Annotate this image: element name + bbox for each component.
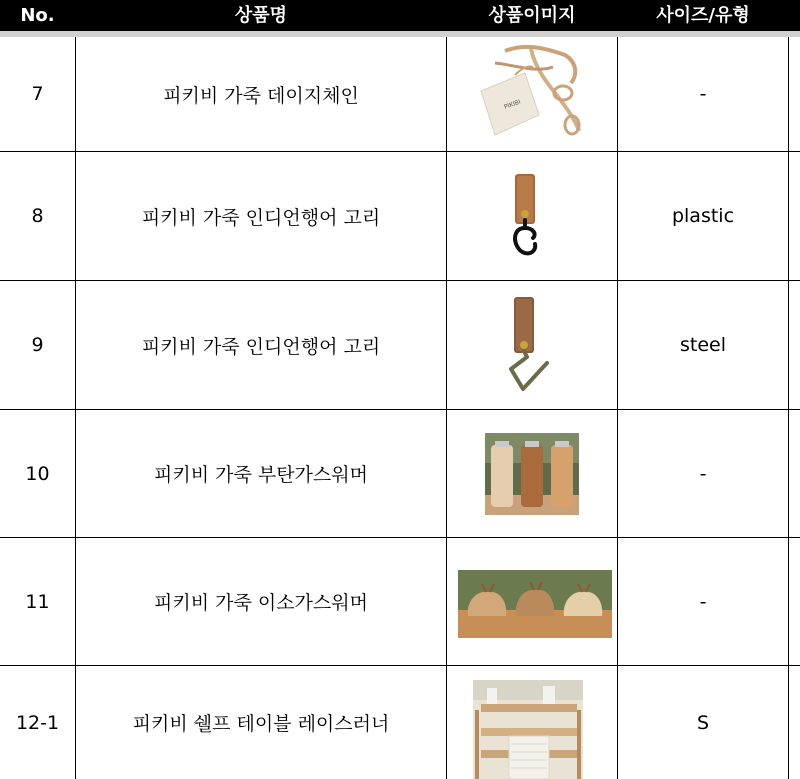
table-row bbox=[0, 152, 800, 280]
daisy-chain-image bbox=[475, 43, 587, 143]
hanger-hook-plastic-image bbox=[505, 174, 545, 262]
product-name: 피키비 가죽 인디언행어 고리 bbox=[141, 206, 381, 229]
butane-gas-warmer-image bbox=[485, 433, 579, 515]
product-name: 피키비 가죽 데이지체인 bbox=[163, 84, 359, 107]
row-number: 8 bbox=[31, 205, 44, 227]
size-type: steel bbox=[679, 334, 726, 356]
hanger-hook-steel-image bbox=[505, 297, 551, 395]
table-header bbox=[0, 0, 800, 31]
size-type: - bbox=[699, 590, 707, 613]
size-type: - bbox=[699, 83, 707, 105]
product-name: 피키비 가죽 인디언행어 고리 bbox=[141, 335, 381, 358]
header-product-name: 상품명 bbox=[234, 5, 288, 26]
table-row bbox=[0, 37, 800, 151]
table-row bbox=[0, 666, 800, 779]
row-number: 11 bbox=[25, 590, 50, 613]
size-type: - bbox=[699, 462, 707, 485]
shelf-table-lace-runner-image bbox=[473, 680, 583, 779]
iso-gas-warmer-image bbox=[458, 570, 612, 638]
header-size-type: 사이즈/유형 bbox=[656, 5, 750, 26]
table-row bbox=[0, 410, 800, 537]
product-name: 피키비 가죽 부탄가스워머 bbox=[154, 464, 368, 486]
size-type: plastic bbox=[671, 205, 735, 227]
row-number: 10 bbox=[25, 462, 50, 485]
row-number: 9 bbox=[31, 334, 44, 356]
header-no: No. bbox=[20, 5, 55, 26]
product-name: 피키비 쉘프 테이블 레이스러너 bbox=[132, 713, 390, 735]
pouch-logo-text: PIKIBI bbox=[503, 98, 522, 111]
product-name: 피키비 가죽 이소가스워머 bbox=[154, 592, 368, 614]
row-number: 12-1 bbox=[15, 711, 60, 734]
row-number: 7 bbox=[31, 83, 44, 105]
size-type: S bbox=[696, 711, 710, 734]
header-product-image: 상품이미지 bbox=[488, 5, 576, 26]
table-row bbox=[0, 281, 800, 409]
table-row bbox=[0, 538, 800, 665]
